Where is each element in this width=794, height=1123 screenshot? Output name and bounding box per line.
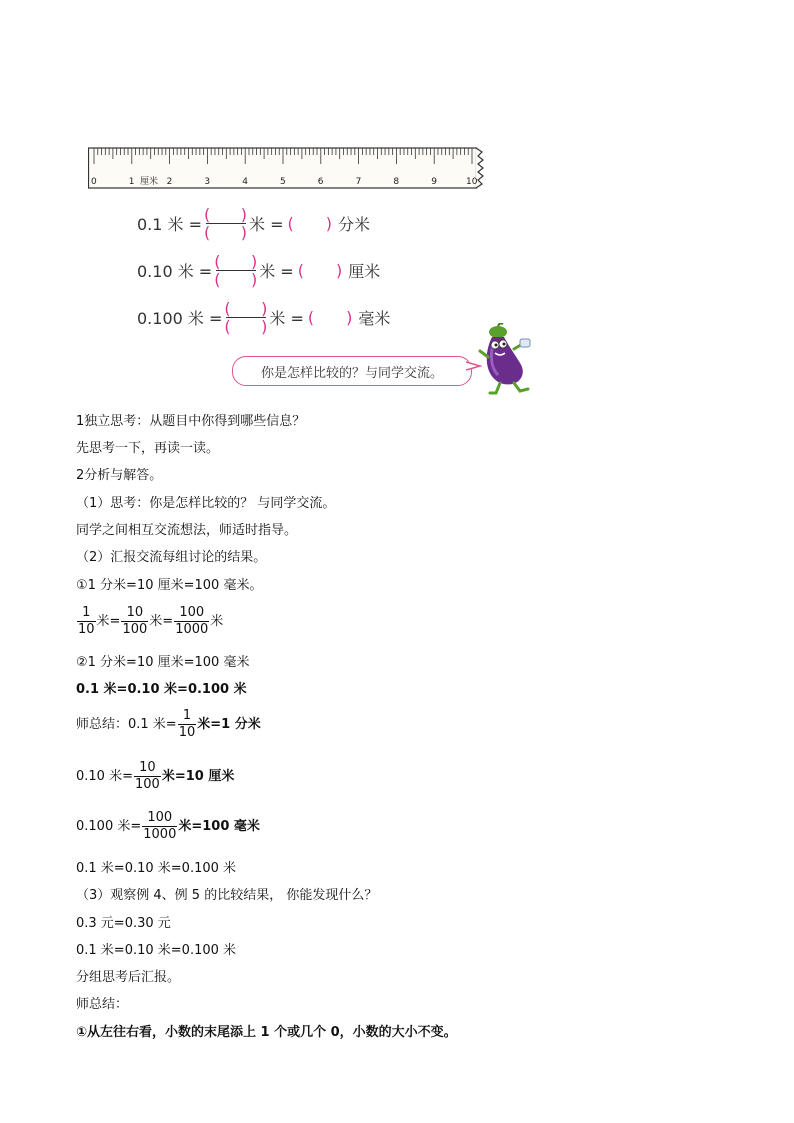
speech-bubble bbox=[232, 356, 472, 386]
ruler-number: 2 bbox=[166, 177, 173, 187]
equation-unit: 毫米 bbox=[358, 308, 391, 328]
equation-unit: 厘米 bbox=[348, 261, 381, 281]
text-segment: 米= bbox=[96, 614, 121, 629]
text-line: 0.1 米=0.10 米=0.100 米 bbox=[76, 861, 237, 876]
fraction-equality-line bbox=[76, 605, 223, 638]
ruler-number: 9 bbox=[431, 177, 437, 187]
numerator: 1 bbox=[82, 605, 91, 620]
fraction bbox=[134, 760, 161, 793]
ruler-number: 8 bbox=[393, 177, 400, 187]
text-line: 0.1 米=0.10 米=0.100 米 bbox=[76, 943, 237, 958]
summary-line bbox=[76, 708, 261, 741]
fraction bbox=[142, 810, 177, 843]
text-line: 1独立思考：从题目中你得到哪些信息？ bbox=[76, 414, 306, 429]
ruler-illustration bbox=[88, 147, 488, 193]
ruler-number: 10 bbox=[466, 177, 478, 187]
numerator: 10 bbox=[126, 605, 144, 620]
fraction bbox=[77, 605, 96, 638]
blank-numerator: ( ) bbox=[224, 298, 268, 318]
numerator: 100 bbox=[179, 605, 205, 620]
blank-fraction bbox=[204, 206, 247, 241]
equation-lhs: 0.100 米 = bbox=[137, 308, 223, 328]
equation-lhs: 0.10 米 = bbox=[137, 261, 213, 281]
blank-fraction bbox=[214, 253, 257, 288]
text-line: 同学之间相互交流想法，师适时指导。 bbox=[76, 523, 298, 538]
ruler-number: 3 bbox=[204, 177, 211, 187]
blank-fraction bbox=[224, 300, 267, 335]
fraction bbox=[174, 605, 209, 638]
summary-line bbox=[76, 760, 234, 793]
text-line: 先思考一下，再读一读。 bbox=[76, 441, 220, 456]
equation-row-3 bbox=[137, 294, 390, 340]
ruler-number: 4 bbox=[242, 177, 248, 187]
blank-numerator: ( ) bbox=[204, 204, 248, 224]
text-line-bold: ①从左往右看，小数的末尾添上 1 个或几个 0，小数的大小不变。 bbox=[76, 1025, 457, 1040]
summary-line bbox=[76, 810, 260, 843]
ruler-number: 1 bbox=[128, 177, 135, 187]
equation-mid: 米 = bbox=[259, 261, 294, 281]
fraction bbox=[121, 605, 148, 638]
blank-denominator: ( ) bbox=[224, 316, 268, 336]
text-segment: 米=100 毫米 bbox=[178, 819, 260, 834]
text-segment: 师总结：0.1 米= bbox=[76, 717, 177, 732]
speech-bubble-text: 你是怎样比较的？与同学交流。 bbox=[260, 365, 443, 381]
blank-numerator: ( ) bbox=[214, 251, 258, 271]
denominator: 100 bbox=[122, 622, 148, 637]
denominator: 1000 bbox=[175, 622, 209, 637]
text-segment: 0.10 米= bbox=[76, 769, 133, 784]
blank-open-paren: ( bbox=[287, 213, 294, 233]
text-segment: 米=1 分米 bbox=[197, 717, 261, 732]
text-line: （3）观察例 4、例 5 的比较结果， 你能发现什么？ bbox=[76, 888, 378, 903]
denominator: 1000 bbox=[143, 827, 177, 842]
text-line: 师总结： bbox=[76, 997, 129, 1012]
numerator: 1 bbox=[182, 708, 192, 723]
ruler-number: 7 bbox=[355, 177, 362, 187]
equation-row-1 bbox=[137, 200, 370, 246]
numerator: 10 bbox=[139, 760, 156, 775]
text-line: （1）思考：你是怎样比较的？ 与同学交流。 bbox=[76, 496, 336, 511]
text-segment: 米=10 厘米 bbox=[161, 769, 235, 784]
ruler-number: 5 bbox=[280, 177, 286, 187]
ruler-number: 0 bbox=[91, 177, 97, 187]
text-line: 0.3 元=0.30 元 bbox=[76, 916, 171, 931]
text-line: 2分析与解答。 bbox=[76, 468, 163, 483]
denominator: 100 bbox=[134, 777, 160, 792]
numerator: 100 bbox=[147, 810, 173, 825]
equation-row-2 bbox=[137, 247, 380, 293]
text-line: ②1 分米=10 厘米=100 毫米 bbox=[76, 655, 250, 670]
equation-lhs: 0.1 米 = bbox=[137, 214, 203, 234]
blank-close-paren: ) bbox=[325, 213, 333, 233]
fraction bbox=[178, 708, 197, 741]
ruler-number: 6 bbox=[317, 177, 324, 187]
equation-mid: 米 = bbox=[269, 308, 304, 328]
eggplant-character-icon bbox=[478, 323, 540, 397]
text-segment: 米 bbox=[210, 614, 224, 629]
equation-unit: 分米 bbox=[338, 214, 371, 234]
text-segment: 米= bbox=[149, 614, 174, 629]
text-line: （2）汇报交流每组讨论的结果。 bbox=[76, 550, 267, 565]
blank-open-paren: ( bbox=[297, 260, 304, 280]
ruler-unit-label: 厘米 bbox=[140, 177, 159, 187]
text-line: ①1 分米=10 厘米=100 毫米。 bbox=[76, 578, 263, 593]
blank-close-paren: ) bbox=[335, 260, 343, 280]
blank-denominator: ( ) bbox=[204, 222, 248, 242]
equation-mid: 米 = bbox=[249, 214, 284, 234]
blank-open-paren: ( bbox=[307, 307, 315, 327]
denominator: 10 bbox=[78, 622, 95, 637]
text-line-bold: 0.1 米=0.10 米=0.100 米 bbox=[76, 682, 247, 697]
blank-close-paren: ) bbox=[346, 307, 353, 327]
denominator: 10 bbox=[178, 725, 196, 740]
blank-denominator: ( ) bbox=[214, 269, 258, 289]
text-line: 分组思考后汇报。 bbox=[76, 970, 181, 985]
text-segment: 0.100 米= bbox=[76, 819, 142, 834]
